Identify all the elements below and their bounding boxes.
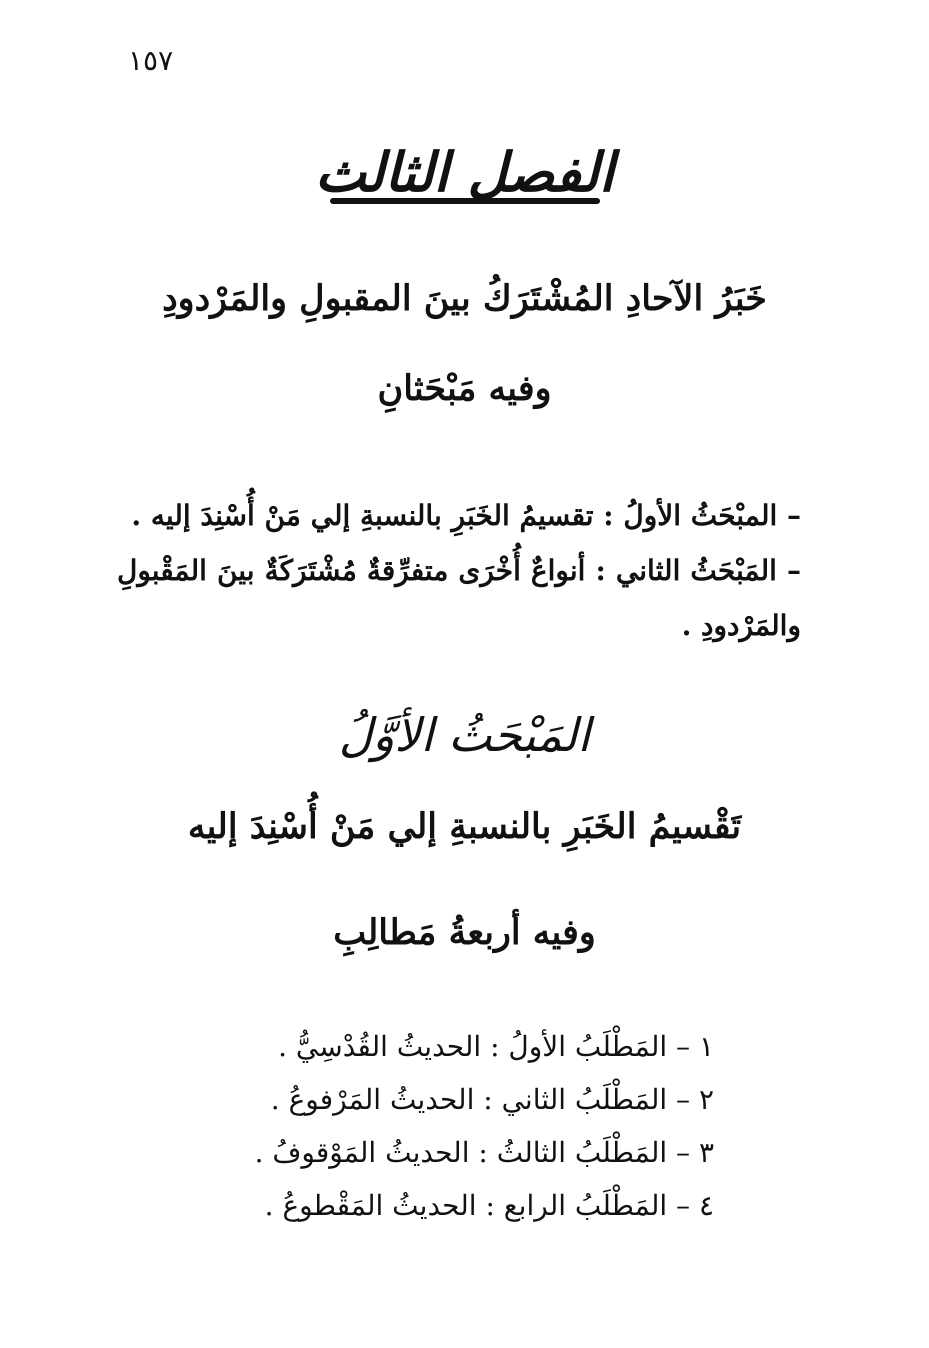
chapter-title [0,140,929,204]
section-parts-list [214,1020,714,1232]
section-subtitle: تَقْسيمُ الخَبَرِ بالنسبةِ إلي مَنْ أُسْنِدَ إليه [187,806,742,847]
list-item: ٣ – المَطْلَبُ الثالثُ : الحديثُ المَوْقوفُ . [254,1136,714,1169]
toc-item: – المَبْحَثُ الثاني : أنواعٌ أُخْرَى متفرِّقةٌ مُشْتَرَكَةٌ بينَ المَقْبولِ والمَرْدودِ . [117,554,801,642]
section-parts-intro: وفيه أربعةُ مَطالِبِ [333,912,596,953]
chapter-sections-intro: وفيه مَبْحَثانِ [377,368,552,409]
list-item: ٤ – المَطْلَبُ الرابع : الحديثُ المَقْطوعُ . [264,1189,714,1222]
page-number: ١٥٧ [128,44,174,77]
list-item: ١ – المَطْلَبُ الأولُ : الحديثُ القُدْسِيُّ . [278,1030,714,1063]
chapter-subtitle: خَبَرُ الآحادِ المُشْتَرَكُ بينَ المقبولِ والمَرْدودِ [162,278,767,319]
toc-item: – المبْحَثُ الأولُ : تقسيمُ الخَبَرِ بالنسبةِ إلي مَنْ أُسْنِدَ إليه . [131,499,801,532]
section-title: المَبْحَثُ الأوَّلُ [338,708,591,762]
list-item: ٢ – المَطْلَبُ الثاني : الحديثُ المَرْفوعُ . [270,1083,714,1116]
chapter-title-text: الفصل الثالث [315,140,614,204]
chapter-toc [117,488,801,653]
